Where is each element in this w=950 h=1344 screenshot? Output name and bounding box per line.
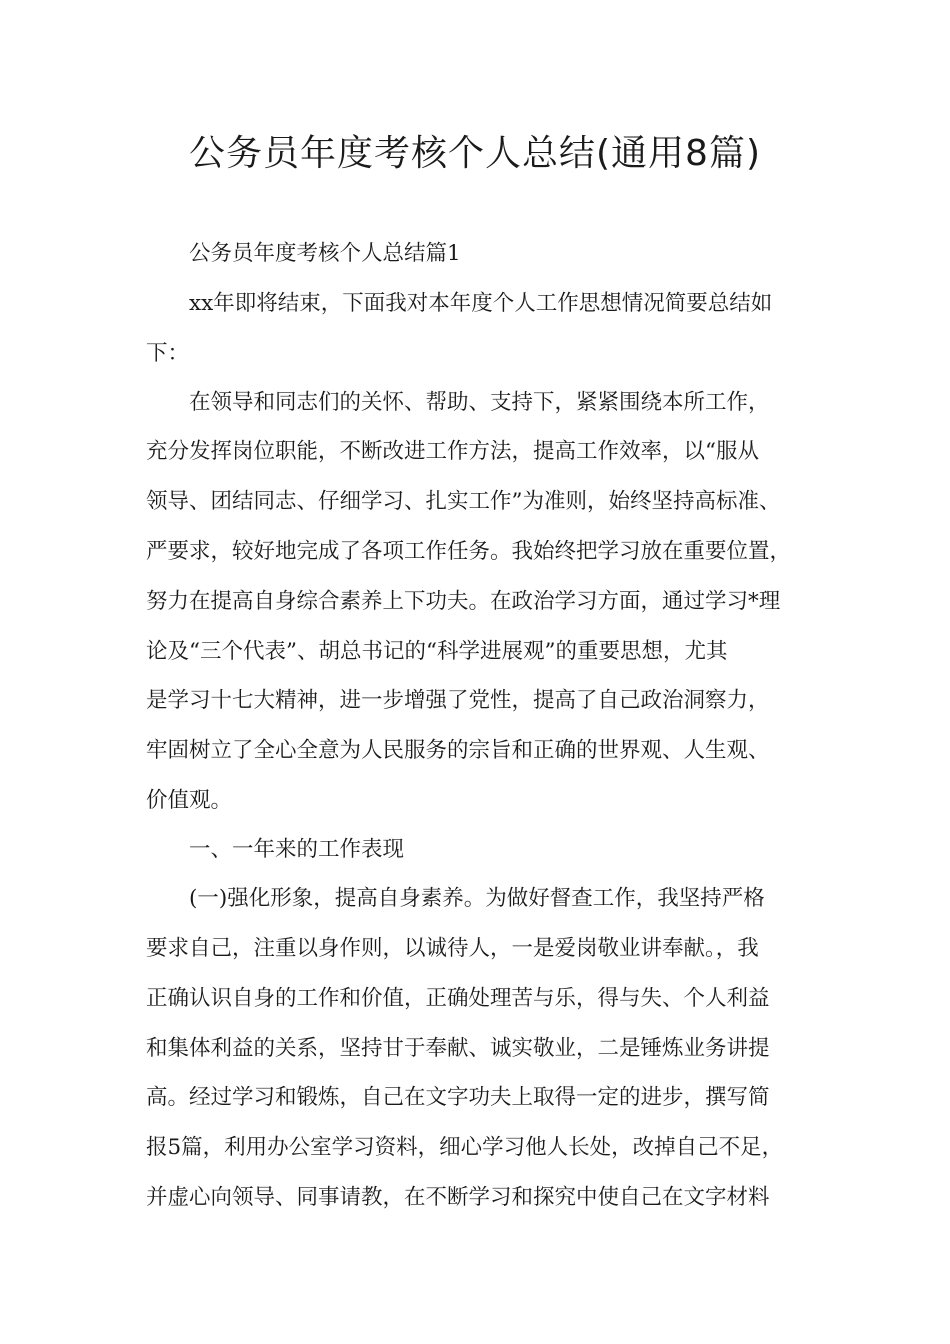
paragraph-line: 要求自己，注重以身作则，以诚待人，一是爱岗敬业讲奉献。，我 (146, 936, 759, 961)
paragraph-line: 努力在提高自身综合素养上下功夫。在政治学习方面，通过学习*理 (146, 589, 781, 614)
paragraph-line: 价值观。 (146, 788, 233, 813)
paragraph-line: 在领导和同志们的关怀、帮助、支持下，紧紧围绕本所工作， (189, 390, 770, 415)
paragraph-line: 是学习十七大精神，进一步增强了党性，提高了自己政治洞察力， (146, 688, 770, 713)
paragraph-line: 报5篇，利用办公室学习资料，细心学习他人长处，改掉自己不足， (146, 1135, 784, 1160)
paragraph-line: 下： (146, 341, 190, 366)
section-heading: 一、一年来的工作表现 (189, 837, 405, 862)
paragraph-line: 充分发挥岗位职能，不断改进工作方法，提高工作效率，以“服从 (146, 439, 759, 464)
paragraph-line: xx年即将结束，下面我对本年度个人工作思想情况简要总结如 (189, 291, 773, 316)
paragraph-line: 并虚心向领导、同事请教，在不断学习和探究中使自己在文字材料 (146, 1185, 770, 1210)
paragraph-line: 正确认识自身的工作和价值，正确处理苦与乐，得与失、个人利益 (146, 986, 770, 1011)
paragraph-line: 和集体利益的关系，坚持甘于奉献、诚实敬业，二是锤炼业务讲提 (146, 1036, 770, 1061)
paragraph-line: 领导、团结同志、仔细学习、扎实工作”为准则，始终坚持高标准、 (146, 489, 781, 514)
document-title: 公务员年度考核个人总结(通用8篇) (189, 133, 761, 174)
paragraph-line: 牢固树立了全心全意为人民服务的宗旨和正确的世界观、人生观、 (146, 738, 770, 763)
paragraph-line: 高。经过学习和锻炼，自己在文字功夫上取得一定的进步，撰写简 (146, 1085, 770, 1110)
paragraph-line: (一)强化形象，提高自身素养。为做好督查工作，我坚持严格 (189, 886, 765, 911)
paragraph-line: 论及“三个代表”、胡总书记的“科学进展观”的重要思想，尤其 (146, 639, 728, 664)
paragraph-line: 严要求，较好地完成了各项工作任务。我始终把学习放在重要位置， (146, 539, 792, 564)
section-heading: 公务员年度考核个人总结篇1 (189, 241, 461, 266)
